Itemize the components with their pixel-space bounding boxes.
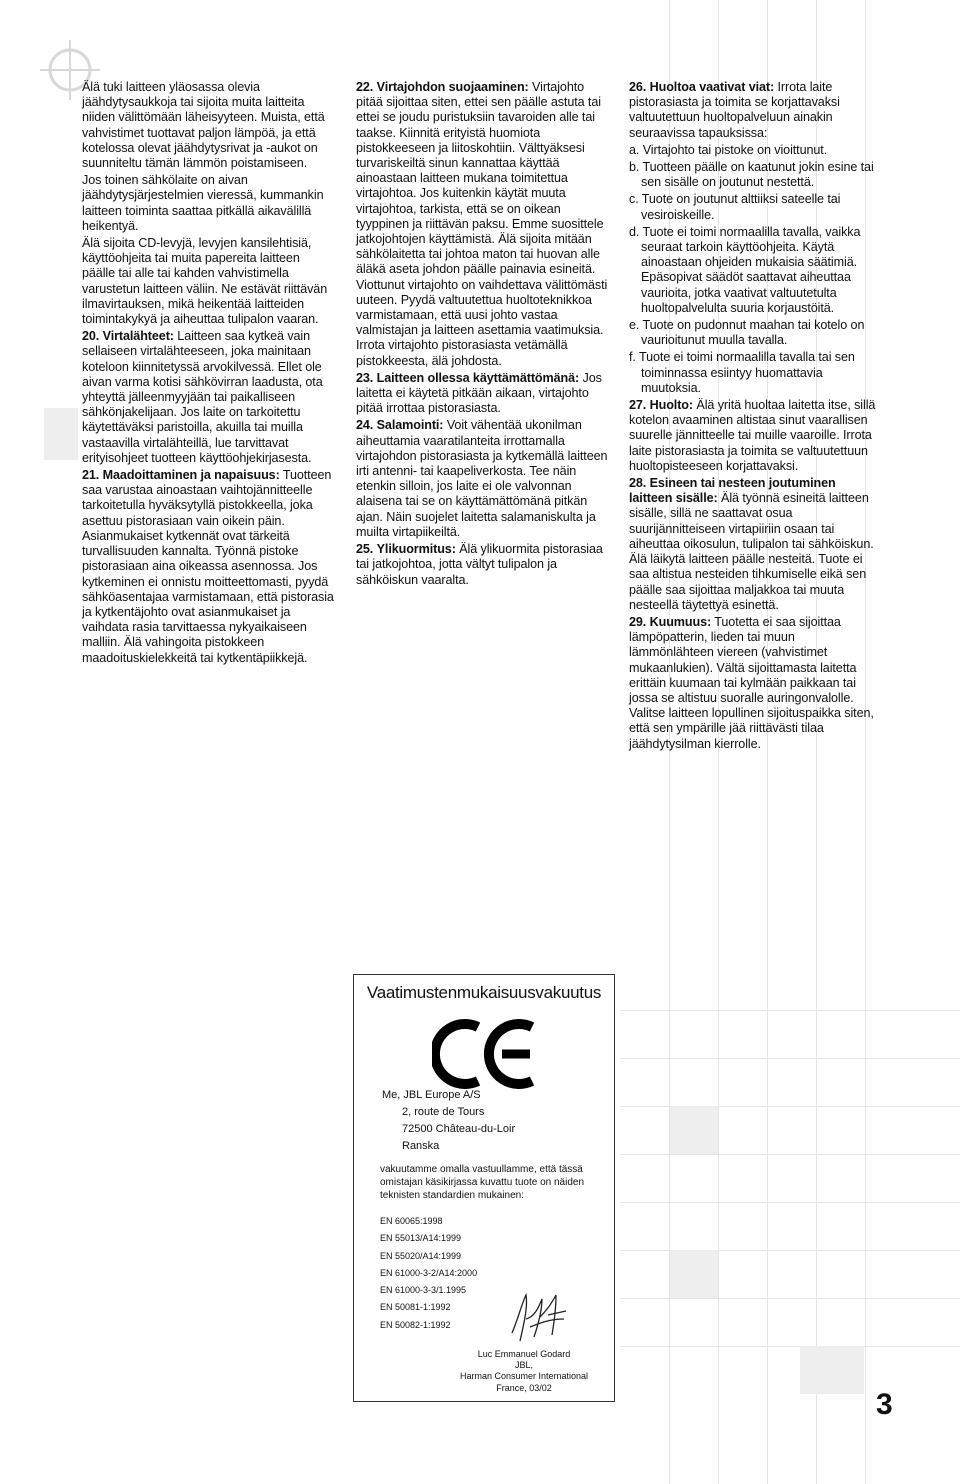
paragraph-heading: Virtalähteet: (102, 329, 174, 344)
paragraph-number: 25. (356, 542, 374, 557)
decorative-block (670, 1250, 718, 1298)
standard-item: EN 55013/A14:1999 (380, 1233, 462, 1244)
signatory-line: Harman Consumer International (459, 1371, 589, 1382)
sub-item: d. Tuote ei toimi normaalilla tavalla, vaikka seuraat tarkoin käyttöohjeita. Käytä ainoastaan ohjeiden mukaisia säätimiä. Epäsopivat säädöt saattavat aiheuttaa vaurioita, jotka vaativat valtuutetulta huoltopalvelulta suuria korjaustöitä. (629, 224, 861, 315)
numbered-paragraph (629, 615, 881, 752)
paragraph-heading: Huolto: (649, 398, 693, 413)
paragraph-heading: Huoltoa vaativat viat: (649, 80, 775, 94)
declaration-title: Vaatimustenmukaisuusvakuutus (366, 983, 602, 1002)
sub-item: a. Virtajohto tai pistoke on vioittunut. (629, 142, 828, 157)
standard-item: EN 61000-3-2/A14:2000 (380, 1267, 478, 1278)
text-column-3 (629, 80, 881, 754)
numbered-paragraph (82, 329, 334, 466)
numbered-paragraph (82, 468, 334, 666)
ce-mark-icon (432, 1019, 540, 1089)
paragraph-number: 27. (629, 398, 647, 413)
paragraph: Jos toinen sähkölaite on aivan jäähdytysjärjestelmien vieressä, kummankin laitteen toiminta saattaa pitkällä aikavälillä heikentyä. (82, 173, 324, 233)
paragraph-text: Laitteen saa kytkeä vain sellaiseen virtalähteeseen, joka mainitaan koteloon kiinnitetyssä arvokilvessä. Ellet ole aivan varma kotisi sähkövirran laadusta, ota yhteyttä jälleenmyyjään tai paikalliseen sähkönjakelijaan. Jos laite on tarkoitettu käytettäväksi paristoilla, akuilla tai muilla vastaavilla virtalähteillä, lue tarvittavat erityisohjeet tuotteen käyttöohjekirjasesta. (82, 329, 323, 465)
numbered-paragraph (356, 418, 608, 540)
paragraph-heading: Maadoittaminen ja napaisuus: (102, 468, 280, 483)
declaration-of-conformity-box (353, 974, 615, 1402)
sub-item: c. Tuote on joutunut alttiiksi sateelle tai vesiroiskeille. (629, 192, 841, 222)
sub-item: e. Tuote on pudonnut maahan tai kotelo on vaurioitunut muulla tavalla. (629, 318, 865, 348)
numbered-paragraph (629, 476, 881, 613)
grid-line (620, 1202, 960, 1203)
address-line: Me, JBL Europe A/S (382, 1089, 481, 1101)
grid-line (620, 1058, 960, 1059)
text-column-1 (82, 80, 334, 668)
paragraph-heading: Ylikuormitus: (376, 542, 456, 557)
signatory-line: France, 03/02 (496, 1382, 552, 1393)
grid-line (620, 1298, 960, 1299)
numbered-paragraph (629, 80, 881, 141)
paragraph-heading: Virtajohdon suojaaminen: (376, 80, 529, 94)
text-column-2 (356, 80, 608, 590)
paragraph-number: 26. (629, 80, 647, 94)
sub-item: b. Tuotteen päälle on kaatunut jokin esine tai sen sisälle on joutunut nestettä. (629, 160, 874, 190)
paragraph-number: 21. (82, 468, 100, 483)
numbered-paragraph (356, 542, 608, 588)
paragraph-heading: Esineen tai nesteen joutuminen laitteen sisälle: (629, 476, 836, 506)
signature-icon (504, 1289, 574, 1345)
paragraph-text: Jos laitetta ei käytetä pitkään aikaan, virtajohto pitää irrottaa pistorasiasta. (356, 370, 602, 416)
numbered-paragraph (629, 398, 881, 474)
paragraph-text: Älä työnnä esineitä laitteen sisälle, sillä ne saattavat osua suurijännitteiseen virtapiiriin osaan tai aiheuttaa oikosulun, tulipalon tai sähköiskun. Älä läikytä laitteen päälle nesteitä. Tuote ei saa altistua nesteiden tihkumiselle eikä sen päälle saa sijoittaa maljakkoa tai muuta nesteellä täytettyä esinettä. (629, 491, 874, 612)
decorative-block (44, 408, 78, 460)
paragraph-text: Virtajohto pitää sijoittaa siten, ettei sen päälle astuta tai ettei se joudu puristuksiin tavaroiden alle tai taakse. Kiinnitä erityistä huomiota pistokkeeseen ja liitoskohtiin. Välttyäksesi turvariskeiltä sinun kannattaa käyttää ainoastaan laitteen mukana toimitettua virtajohtoa. Jos kuitenkin käytät muuta virtajohtoa, tarkista, että se on oikean tyyppinen ja riittävän paksu. Emme suosittele jatkojohtojen käyttämistä. Älä sijoita mitään sähkölaitetta tai johtoa maton tai huovan alle äläkä aseta johdon päälle painavia esineitä. Viottunut virtajohto on vaihdettava välittömästi uuteen. Pyydä valtuutettua huoltoteknikkoa varmistamaan, että uusi johto vastaa valmistajan ja laitteen asettamia vaatimuksia. Irrota virtajohto pistorasiasta vetämällä pistokkeesta, älä johdosta. (356, 80, 608, 368)
standard-item: EN 61000-3-3/1.1995 (380, 1285, 467, 1296)
standard-item: EN 55020/A14:1999 (380, 1250, 462, 1261)
grid-line (620, 1010, 960, 1011)
standard-item: EN 50082-1:1992 (380, 1319, 451, 1330)
signatory-line: Luc Emmanuel Godard (477, 1349, 571, 1359)
paragraph-text: Tuotteen saa varustaa ainoastaan vaihtojännitteelle tarkoitetulla hyväksytyllä pistokkeella, joka asettuu pistorasiaan vain oikein päin. Asianmukaiset kytkennät ovat tärkeitä turvallisuuden kannalta. Työnnä pistoke pistorasiaan aina oikeassa asennossa. Jos kytkeminen ei onnistu moitteettomasti, pyydä sähköasentajaa varmistamaan, että pistorasia ja kytkentäjohto ovat asianmukaiset ja vaihdata rasia tarvittaessa nykyaikaiseen malliin. Älä vahingoita pistokkeen maadoituskielekkeitä tai kytkentäpiikkejä. (82, 468, 334, 665)
paragraph-text: Tuotetta ei saa sijoittaa lämpöpatterin, lieden tai muun lämmönlähteen viereen (vahvistimet mukaanlukien). Vältä sijoittamasta laitetta erittäin kuumaan tai kylmään paikkaan tai jossa se altistuu suoralle auringonvalolle. Valitse laitteen lopullinen sijoituspaikka siten, että sen ympärille jää riittävästi tilaa jäähdytysilman kierrolle. (629, 614, 874, 751)
standard-item: EN 50081-1:1992 (380, 1302, 451, 1313)
manufacturer-address (354, 1087, 614, 1155)
paragraph-heading: Kuumuus: (649, 614, 712, 629)
decorative-block (800, 1346, 864, 1394)
signatory-line: JBL, (514, 1360, 533, 1371)
paragraph-text: Voit vähentää ukonilman aiheuttamia vaaratilanteita irrottamalla virtajohdon pistorasiasta ja kytkemällä laitteen irti antenni- tai kaapeliverkosta. Tee näin etenkin silloin, jos laite ei ole valvonnan alaisena tai se on käyttämättömänä pitkän ajan. Näin suojelet laitetta salamaniskulta ja muilta virtapiikeiltä. (356, 418, 608, 539)
numbered-paragraph (356, 371, 608, 417)
paragraph-text: Älä ylikuormita pistorasiaa tai jatkojohtoa, jotta vältyt tulipalon ja sähköiskun vaaralta. (356, 542, 603, 587)
grid-line (620, 1346, 960, 1347)
paragraph-heading: Laitteen ollessa käyttämättömänä: (376, 370, 580, 385)
paragraph-number: 22. (356, 80, 374, 94)
page-number: 3 (876, 1388, 892, 1421)
sub-item: f. Tuote ei toimi normaalilla tavalla tai sen toiminnassa esiintyy huomattavia muutoksia. (629, 350, 855, 395)
paragraph-number: 29. (629, 614, 647, 629)
paragraph-number: 20. (82, 329, 100, 344)
address-line: 2, route de Tours (402, 1106, 485, 1118)
decorative-block (670, 1106, 718, 1154)
grid-line (620, 1154, 960, 1155)
paragraph-heading: Salamointi: (376, 418, 444, 433)
paragraph-number: 28. (629, 476, 647, 491)
declaration-text: vakuutamme omalla vastuullamme, että tässä omistajan käsikirjassa kuvattu tuote on näiden teknisten standardien mukainen: (380, 1164, 585, 1201)
numbered-paragraph (356, 80, 608, 369)
address-line: Ranska (402, 1140, 440, 1152)
paragraph-text: Älä yritä huoltaa laitetta itse, sillä kotelon avaaminen altistaa sinut vaarallisen suurelle jännitteelle tai muille vaaroille. Irrota laite pistorasiasta ja toimita se valtuutettuun huoltopisteeseen korjattavaksi. (629, 398, 876, 473)
standard-item: EN 60065:1998 (380, 1216, 443, 1226)
address-line: 72500 Château-du-Loir (402, 1123, 516, 1135)
paragraph: Älä tuki laitteen yläosassa olevia jäähdytysaukkoja tai sijoita muita laitteita niiden välittömään läheisyyteen. Muista, että vahvistimet tuottavat paljon lämpöä, ja että kotelossa olevat jäähdytysrivat ja -aukot on suunniteltu tämän lämmön poistamiseen. (82, 80, 325, 171)
paragraph-number: 24. (356, 418, 374, 433)
paragraph-number: 23. (356, 370, 374, 385)
paragraph-text: Irrota laite pistorasiasta ja toimita se korjattavaksi valtuutettuun huoltopalveluun ainakin seuraavissa tapauksissa: (629, 80, 840, 140)
signatory-block (434, 1349, 614, 1394)
paragraph: Älä sijoita CD-levyjä, levyjen kansilehtisiä, käyttöohjeita tai muita papereita laitteen päälle tai alle tai kahden vahvistimella varustetun laitteen väliin. Ne estävät riittävän ilmavirtauksen, mikä heikentää laitteiden toimintakykyä ja aiheuttaa tulipalon vaaran. (82, 236, 328, 327)
